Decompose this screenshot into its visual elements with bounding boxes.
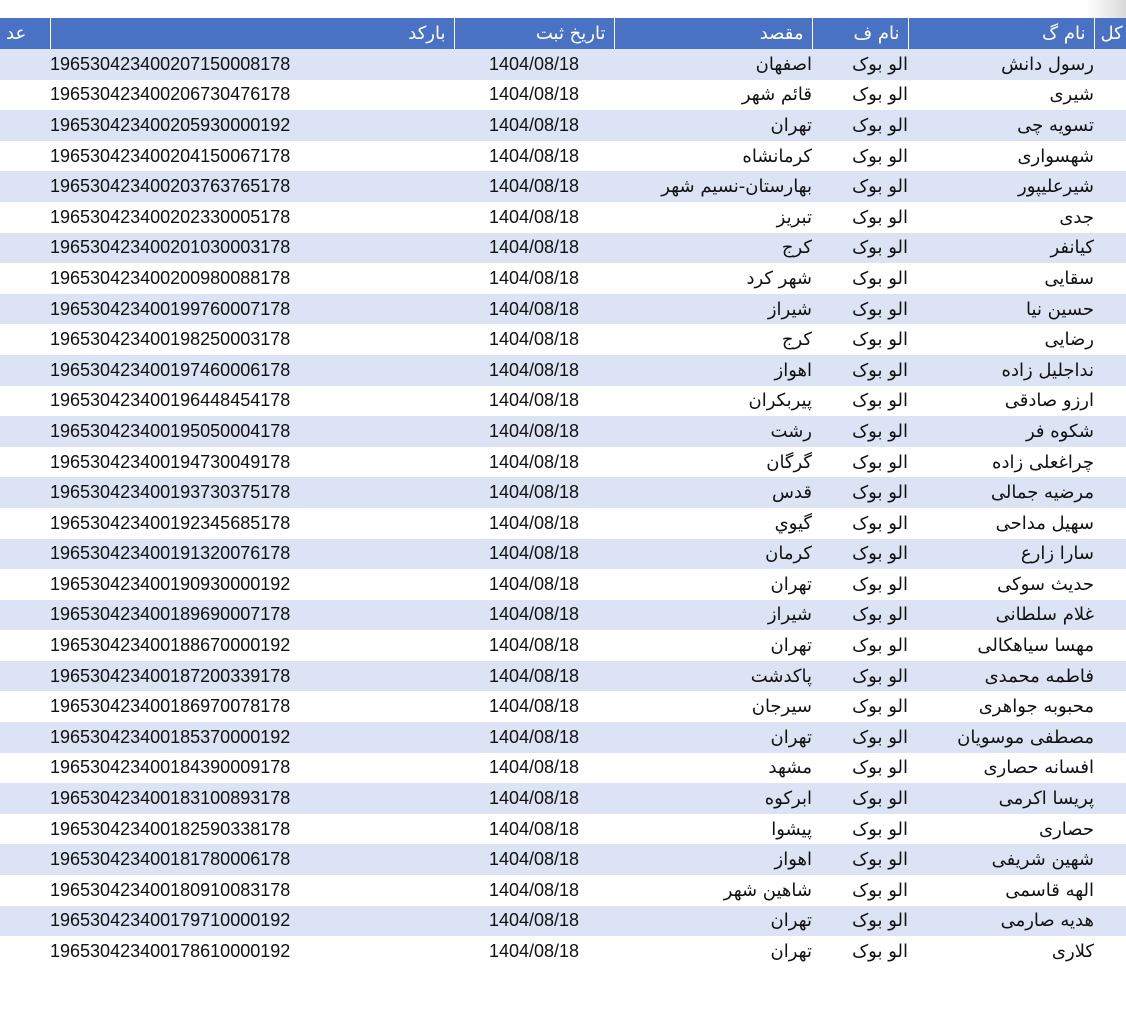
cell-edge-right[interactable] [1094,569,1126,600]
table-row[interactable] [0,691,1126,722]
cell-edge-left[interactable] [0,294,50,325]
cell-last-name[interactable]: مصطفی موسویان [908,722,1094,753]
table-row[interactable] [0,661,1126,692]
top-strip [0,0,1126,18]
shipment-table [0,18,1126,967]
cell-last-name[interactable]: شهسواری [908,141,1094,172]
cell-destination[interactable]: کرج [614,233,812,264]
cell-edge-right[interactable] [1094,844,1126,875]
cell-last-name[interactable]: غلام سلطانی [908,600,1094,631]
cell-edge-left[interactable] [0,508,50,539]
table-row[interactable] [0,753,1126,784]
cell-barcode[interactable]: 196530423400181780006178 [50,844,454,875]
cell-date[interactable]: 1404/08/18 [454,753,614,784]
cell-date[interactable]: 1404/08/18 [454,447,614,478]
cell-date[interactable]: 1404/08/18 [454,875,614,906]
cell-edge-right[interactable] [1094,171,1126,202]
cell-edge-left[interactable] [0,355,50,386]
cell-edge-right[interactable] [1094,355,1126,386]
cell-destination[interactable]: تهران [614,906,812,937]
column-header-edge-left[interactable]: عد [0,18,50,49]
cell-destination[interactable]: مشهد [614,753,812,784]
cell-last-name[interactable]: حصاری [908,814,1094,845]
cell-last-name[interactable]: تسویه چی [908,110,1094,141]
table-row[interactable] [0,844,1126,875]
table-row[interactable] [0,386,1126,417]
cell-first-name[interactable]: الو بوک [812,508,908,539]
cell-destination[interactable]: شیراز [614,600,812,631]
header-row [0,18,1126,49]
table-row[interactable] [0,477,1126,508]
cell-edge-left[interactable] [0,875,50,906]
table-row[interactable] [0,906,1126,937]
cell-edge-left[interactable] [0,661,50,692]
table-row[interactable] [0,355,1126,386]
cell-first-name[interactable]: الو بوک [812,416,908,447]
cell-barcode[interactable]: 196530423400204150067178 [50,141,454,172]
cell-edge-left[interactable] [0,49,50,80]
cell-barcode[interactable]: 196530423400182590338178 [50,814,454,845]
table-row[interactable] [0,569,1126,600]
cell-edge-right[interactable] [1094,233,1126,264]
cell-edge-left[interactable] [0,722,50,753]
cell-destination[interactable]: قائم شهر [614,80,812,111]
cell-barcode[interactable]: 196530423400196448454178 [50,386,454,417]
cell-barcode[interactable]: 196530423400188670000192 [50,630,454,661]
cell-barcode[interactable]: 196530423400205930000192 [50,110,454,141]
cell-last-name[interactable]: شیرعلیپور [908,171,1094,202]
cell-edge-right[interactable] [1094,508,1126,539]
cell-date[interactable]: 1404/08/18 [454,355,614,386]
cell-edge-right[interactable] [1094,386,1126,417]
cell-edge-left[interactable] [0,263,50,294]
cell-barcode[interactable]: 196530423400206730476178 [50,80,454,111]
cell-first-name[interactable]: الو بوک [812,355,908,386]
cell-edge-left[interactable] [0,386,50,417]
cell-date[interactable]: 1404/08/18 [454,80,614,111]
column-header-last-name[interactable]: نام گ [908,18,1094,49]
cell-edge-right[interactable] [1094,539,1126,570]
cell-last-name[interactable]: جدی [908,202,1094,233]
cell-date[interactable]: 1404/08/18 [454,936,614,967]
cell-edge-left[interactable] [0,783,50,814]
cell-last-name[interactable]: محبوبه جواهری [908,691,1094,722]
cell-barcode[interactable]: 196530423400192345685178 [50,508,454,539]
table-body [0,49,1126,967]
cell-edge-right[interactable] [1094,324,1126,355]
cell-edge-left[interactable] [0,171,50,202]
cell-first-name[interactable]: الو بوک [812,906,908,937]
cell-barcode[interactable]: 196530423400184390009178 [50,753,454,784]
cell-barcode[interactable]: 196530423400201030003178 [50,233,454,264]
cell-edge-left[interactable] [0,600,50,631]
cell-barcode[interactable]: 196530423400198250003178 [50,324,454,355]
cell-last-name[interactable]: هدیه صارمی [908,906,1094,937]
cell-first-name[interactable]: الو بوک [812,661,908,692]
cell-destination[interactable]: پاکدشت [614,661,812,692]
cell-barcode[interactable]: 196530423400195050004178 [50,416,454,447]
cell-edge-right[interactable] [1094,906,1126,937]
cell-last-name[interactable]: مهسا سیاهکالی [908,630,1094,661]
cell-last-name[interactable]: ارزو صادقی [908,386,1094,417]
cell-first-name[interactable]: الو بوک [812,722,908,753]
cell-date[interactable]: 1404/08/18 [454,202,614,233]
cell-last-name[interactable]: شکوه فر [908,416,1094,447]
cell-destination[interactable]: تهران [614,630,812,661]
cell-first-name[interactable]: الو بوک [812,324,908,355]
cell-destination[interactable]: قدس [614,477,812,508]
cell-date[interactable]: 1404/08/18 [454,294,614,325]
cell-last-name[interactable]: کیانفر [908,233,1094,264]
cell-edge-right[interactable] [1094,661,1126,692]
cell-last-name[interactable]: حدیث سوکی [908,569,1094,600]
table-row[interactable] [0,80,1126,111]
cell-edge-right[interactable] [1094,263,1126,294]
cell-date[interactable]: 1404/08/18 [454,171,614,202]
cell-barcode[interactable]: 196530423400179710000192 [50,906,454,937]
cell-destination[interactable]: تهران [614,936,812,967]
cell-first-name[interactable]: الو بوک [812,814,908,845]
cell-date[interactable]: 1404/08/18 [454,49,614,80]
cell-destination[interactable]: اهواز [614,355,812,386]
cell-first-name[interactable]: الو بوک [812,141,908,172]
window-corner [1086,0,1126,18]
cell-edge-right[interactable] [1094,447,1126,478]
cell-last-name[interactable]: کلاری [908,936,1094,967]
table-row[interactable] [0,294,1126,325]
cell-destination[interactable]: گیوي [614,508,812,539]
cell-first-name[interactable]: الو بوک [812,539,908,570]
cell-edge-left[interactable] [0,110,50,141]
cell-edge-left[interactable] [0,906,50,937]
cell-edge-left[interactable] [0,416,50,447]
cell-barcode[interactable]: 196530423400186970078178 [50,691,454,722]
cell-first-name[interactable]: الو بوک [812,753,908,784]
cell-date[interactable]: 1404/08/18 [454,906,614,937]
cell-destination[interactable]: ابرکوه [614,783,812,814]
cell-first-name[interactable]: الو بوک [812,936,908,967]
cell-first-name[interactable]: الو بوک [812,110,908,141]
cell-last-name[interactable]: شهین شریفی [908,844,1094,875]
cell-date[interactable]: 1404/08/18 [454,477,614,508]
cell-date[interactable]: 1404/08/18 [454,416,614,447]
cell-destination[interactable]: رشت [614,416,812,447]
cell-edge-left[interactable] [0,233,50,264]
cell-edge-left[interactable] [0,202,50,233]
cell-last-name[interactable]: فاطمه محمدی [908,661,1094,692]
cell-edge-left[interactable] [0,814,50,845]
cell-date[interactable]: 1404/08/18 [454,569,614,600]
cell-destination[interactable]: تبریز [614,202,812,233]
column-header-date[interactable]: تاریخ ثبت [454,18,614,49]
cell-first-name[interactable]: الو بوک [812,263,908,294]
cell-first-name[interactable]: الو بوک [812,202,908,233]
cell-date[interactable]: 1404/08/18 [454,263,614,294]
cell-first-name[interactable]: الو بوک [812,294,908,325]
cell-date[interactable]: 1404/08/18 [454,783,614,814]
table-row[interactable] [0,110,1126,141]
cell-edge-left[interactable] [0,844,50,875]
cell-first-name[interactable]: الو بوک [812,844,908,875]
table-row[interactable] [0,630,1126,661]
cell-destination[interactable]: تهران [614,722,812,753]
table-row[interactable] [0,722,1126,753]
cell-barcode[interactable]: 196530423400203763765178 [50,171,454,202]
column-header-first-name[interactable]: نام ف [812,18,908,49]
table-row[interactable] [0,447,1126,478]
table-row[interactable] [0,263,1126,294]
cell-edge-left[interactable] [0,141,50,172]
cell-first-name[interactable]: الو بوک [812,783,908,814]
cell-edge-left[interactable] [0,630,50,661]
table-row[interactable] [0,416,1126,447]
cell-edge-left[interactable] [0,753,50,784]
cell-first-name[interactable]: الو بوک [812,233,908,264]
cell-edge-right[interactable] [1094,294,1126,325]
cell-date[interactable]: 1404/08/18 [454,110,614,141]
cell-last-name[interactable]: الهه قاسمی [908,875,1094,906]
cell-edge-left[interactable] [0,539,50,570]
cell-last-name[interactable]: افسانه حصاری [908,753,1094,784]
cell-date[interactable]: 1404/08/18 [454,233,614,264]
cell-last-name[interactable]: سقایی [908,263,1094,294]
cell-date[interactable]: 1404/08/18 [454,539,614,570]
cell-first-name[interactable]: الو بوک [812,875,908,906]
cell-barcode[interactable]: 196530423400183100893178 [50,783,454,814]
cell-destination[interactable]: کرمانشاه [614,141,812,172]
table-row[interactable] [0,171,1126,202]
cell-barcode[interactable]: 196530423400185370000192 [50,722,454,753]
cell-barcode[interactable]: 196530423400189690007178 [50,600,454,631]
cell-first-name[interactable]: الو بوک [812,630,908,661]
cell-edge-left[interactable] [0,477,50,508]
cell-edge-right[interactable] [1094,936,1126,967]
column-header-edge-right[interactable]: کل [1094,18,1126,49]
cell-barcode[interactable]: 196530423400199760007178 [50,294,454,325]
cell-barcode[interactable]: 196530423400193730375178 [50,477,454,508]
cell-destination[interactable]: پیشوا [614,814,812,845]
cell-first-name[interactable]: الو بوک [812,386,908,417]
cell-barcode[interactable]: 196530423400200980088178 [50,263,454,294]
cell-edge-right[interactable] [1094,416,1126,447]
cell-edge-right[interactable] [1094,110,1126,141]
cell-edge-right[interactable] [1094,875,1126,906]
cell-destination[interactable]: کرج [614,324,812,355]
table-row[interactable] [0,600,1126,631]
cell-destination[interactable]: اصفهان [614,49,812,80]
cell-edge-left[interactable] [0,80,50,111]
cell-edge-left[interactable] [0,936,50,967]
cell-destination[interactable]: بهارستان-نسیم شهر [614,171,812,202]
table-row[interactable] [0,936,1126,967]
table-row[interactable] [0,49,1126,80]
table-row[interactable] [0,814,1126,845]
cell-date[interactable]: 1404/08/18 [454,508,614,539]
column-header-barcode[interactable]: بارکد [50,18,454,49]
table-row[interactable] [0,202,1126,233]
table-row[interactable] [0,141,1126,172]
cell-barcode[interactable]: 196530423400191320076178 [50,539,454,570]
cell-last-name[interactable]: رضایی [908,324,1094,355]
table-row[interactable] [0,539,1126,570]
cell-date[interactable]: 1404/08/18 [454,691,614,722]
cell-barcode[interactable]: 196530423400190930000192 [50,569,454,600]
cell-destination[interactable]: پیربکران [614,386,812,417]
cell-last-name[interactable]: نداجلیل زاده [908,355,1094,386]
cell-last-name[interactable]: پریسا اکرمی [908,783,1094,814]
cell-last-name[interactable]: حسین نیا [908,294,1094,325]
cell-last-name[interactable]: سارا زارع [908,539,1094,570]
cell-date[interactable]: 1404/08/18 [454,814,614,845]
cell-first-name[interactable]: الو بوک [812,49,908,80]
cell-date[interactable]: 1404/08/18 [454,324,614,355]
cell-last-name[interactable]: مرضیه جمالی [908,477,1094,508]
column-header-destination[interactable]: مقصد [614,18,812,49]
cell-date[interactable]: 1404/08/18 [454,600,614,631]
cell-edge-right[interactable] [1094,814,1126,845]
cell-edge-right[interactable] [1094,722,1126,753]
cell-date[interactable]: 1404/08/18 [454,386,614,417]
cell-barcode[interactable]: 196530423400207150008178 [50,49,454,80]
cell-date[interactable]: 1404/08/18 [454,630,614,661]
cell-last-name[interactable]: شیری [908,80,1094,111]
cell-edge-right[interactable] [1094,141,1126,172]
cell-destination[interactable]: اهواز [614,844,812,875]
cell-edge-right[interactable] [1094,630,1126,661]
cell-first-name[interactable]: الو بوک [812,447,908,478]
cell-destination[interactable]: گرگان [614,447,812,478]
cell-edge-right[interactable] [1094,49,1126,80]
cell-barcode[interactable]: 196530423400194730049178 [50,447,454,478]
cell-first-name[interactable]: الو بوک [812,477,908,508]
cell-destination[interactable]: کرمان [614,539,812,570]
cell-edge-left[interactable] [0,324,50,355]
cell-date[interactable]: 1404/08/18 [454,661,614,692]
cell-edge-right[interactable] [1094,80,1126,111]
cell-edge-left[interactable] [0,569,50,600]
cell-first-name[interactable]: الو بوک [812,600,908,631]
cell-edge-right[interactable] [1094,600,1126,631]
cell-first-name[interactable]: الو بوک [812,171,908,202]
cell-first-name[interactable]: الو بوک [812,80,908,111]
table-row[interactable] [0,324,1126,355]
cell-date[interactable]: 1404/08/18 [454,722,614,753]
cell-destination[interactable]: تهران [614,110,812,141]
cell-first-name[interactable]: الو بوک [812,569,908,600]
cell-destination[interactable]: تهران [614,569,812,600]
cell-destination[interactable]: شهر کرد [614,263,812,294]
table-row[interactable] [0,875,1126,906]
cell-barcode[interactable]: 196530423400197460006178 [50,355,454,386]
cell-date[interactable]: 1404/08/18 [454,141,614,172]
cell-last-name[interactable]: سهیل مداحی [908,508,1094,539]
cell-edge-right[interactable] [1094,202,1126,233]
cell-last-name[interactable]: چراغعلی زاده [908,447,1094,478]
table-row[interactable] [0,508,1126,539]
cell-date[interactable]: 1404/08/18 [454,844,614,875]
cell-edge-left[interactable] [0,447,50,478]
cell-barcode[interactable]: 196530423400202330005178 [50,202,454,233]
cell-destination[interactable]: سیرجان [614,691,812,722]
table-row[interactable] [0,783,1126,814]
cell-destination[interactable]: شیراز [614,294,812,325]
cell-edge-left[interactable] [0,691,50,722]
cell-barcode[interactable]: 196530423400187200339178 [50,661,454,692]
cell-destination[interactable]: شاهین شهر [614,875,812,906]
cell-edge-right[interactable] [1094,691,1126,722]
cell-edge-right[interactable] [1094,753,1126,784]
cell-barcode[interactable]: 196530423400180910083178 [50,875,454,906]
cell-barcode[interactable]: 196530423400178610000192 [50,936,454,967]
table-row[interactable] [0,233,1126,264]
cell-edge-right[interactable] [1094,477,1126,508]
cell-last-name[interactable]: رسول دانش [908,49,1094,80]
cell-first-name[interactable]: الو بوک [812,691,908,722]
cell-edge-right[interactable] [1094,783,1126,814]
